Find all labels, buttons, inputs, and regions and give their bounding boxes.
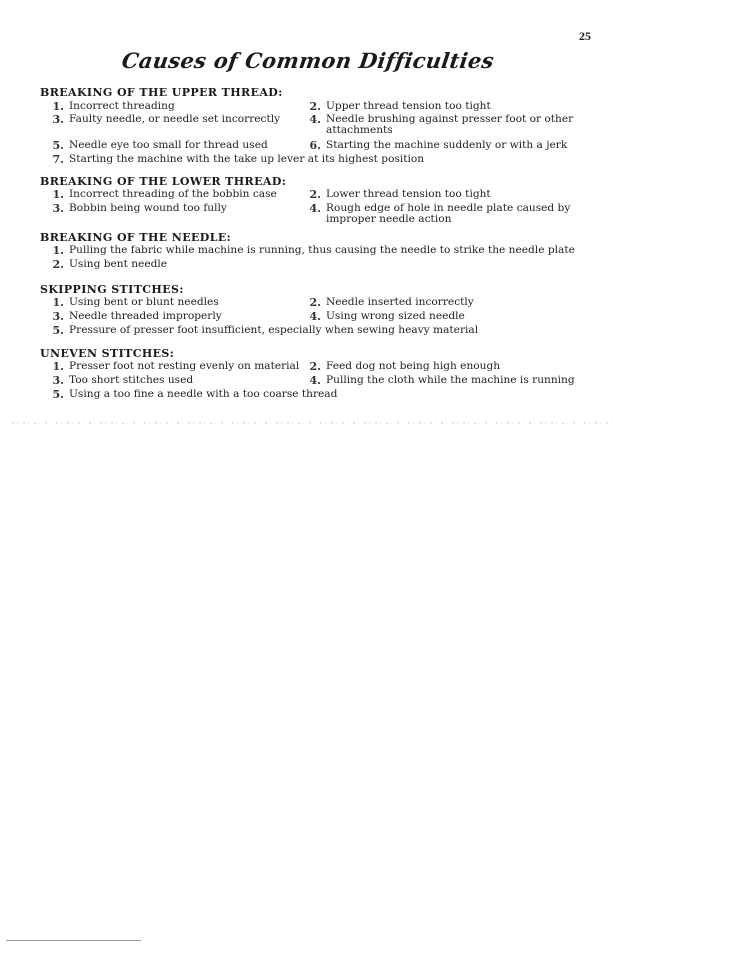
item-text: Pulling the fabric while machine is running, thus causing the needle to strike the needle plate — [69, 244, 575, 256]
item-number: 4. — [309, 310, 321, 323]
item-text: Pressure of presser foot insufficient, especially when sewing heavy material — [69, 324, 479, 336]
item-number: 5. — [52, 324, 64, 337]
item-number: 4. — [309, 374, 321, 387]
item-number: 7. — [52, 153, 64, 166]
item-text: Faulty needle, or needle set incorrectly — [69, 113, 281, 125]
item-number: 4. — [309, 202, 321, 215]
item-text: Needle eye too small for thread used — [69, 139, 268, 151]
item-text: Too short stitches used — [69, 374, 194, 386]
item-number: 5. — [52, 388, 64, 401]
item-number: 1. — [52, 100, 64, 113]
item-text: Using bent needle — [69, 258, 168, 270]
section-heading: UNEVEN STITCHES: — [40, 347, 175, 360]
item-number: 1. — [52, 296, 64, 309]
page-title: Causes of Common Difficulties — [120, 48, 496, 73]
section-skipping-stitches — [40, 283, 600, 339]
section-heading: BREAKING OF THE NEEDLE: — [40, 231, 232, 244]
section-heading: SKIPPING STITCHES: — [40, 283, 184, 296]
item-number: 2. — [52, 258, 64, 271]
item-number: 6. — [309, 139, 321, 152]
section-uneven-stitches — [40, 347, 600, 403]
item-number: 3. — [52, 113, 64, 126]
section-lower-thread — [40, 175, 600, 229]
item-number: 5. — [52, 139, 64, 152]
item-number: 1. — [52, 360, 64, 373]
page-number: 25 — [579, 29, 591, 43]
item-text: Rough edge of hole in needle plate caused by improper needle action — [326, 202, 571, 225]
item-text: Using bent or blunt needles — [69, 296, 219, 308]
item-number: 2. — [309, 100, 321, 113]
item-text: Incorrect threading — [69, 100, 175, 112]
item-text: Pulling the cloth while the machine is running — [326, 374, 575, 386]
item-text: Starting the machine suddenly or with a jerk — [326, 139, 568, 151]
scan-speckle-divider — [12, 422, 612, 424]
item-number: 3. — [52, 374, 64, 387]
item-text: Incorrect threading of the bobbin case — [69, 188, 277, 200]
section-needle — [40, 231, 600, 273]
item-number: 3. — [52, 310, 64, 323]
section-heading: BREAKING OF THE UPPER THREAD: — [40, 86, 283, 99]
item-text: Needle brushing against presser foot or other attachments — [326, 113, 574, 136]
section-heading: BREAKING OF THE LOWER THREAD: — [40, 175, 287, 188]
item-number: 4. — [309, 113, 321, 126]
item-number: 2. — [309, 188, 321, 201]
item-text: Starting the machine with the take up lever at its highest position — [69, 153, 425, 165]
item-number: 2. — [309, 296, 321, 309]
item-number: 2. — [309, 360, 321, 373]
footer-rule — [6, 940, 141, 941]
item-text: Feed dog not being high enough — [326, 360, 501, 372]
item-text: Using wrong sized needle — [326, 310, 465, 322]
item-text: Upper thread tension too tight — [326, 100, 491, 112]
item-text: Using a too fine a needle with a too coarse thread — [69, 388, 338, 400]
item-text: Lower thread tension too tight — [326, 188, 491, 200]
item-text: Needle inserted incorrectly — [326, 296, 474, 308]
item-text: Needle threaded improperly — [69, 310, 222, 322]
item-number: 1. — [52, 244, 64, 257]
item-number: 3. — [52, 202, 64, 215]
item-text: Presser foot not resting evenly on material — [69, 360, 300, 372]
section-upper-thread — [40, 86, 600, 168]
item-number: 1. — [52, 188, 64, 201]
item-text: Bobbin being wound too fully — [69, 202, 227, 214]
